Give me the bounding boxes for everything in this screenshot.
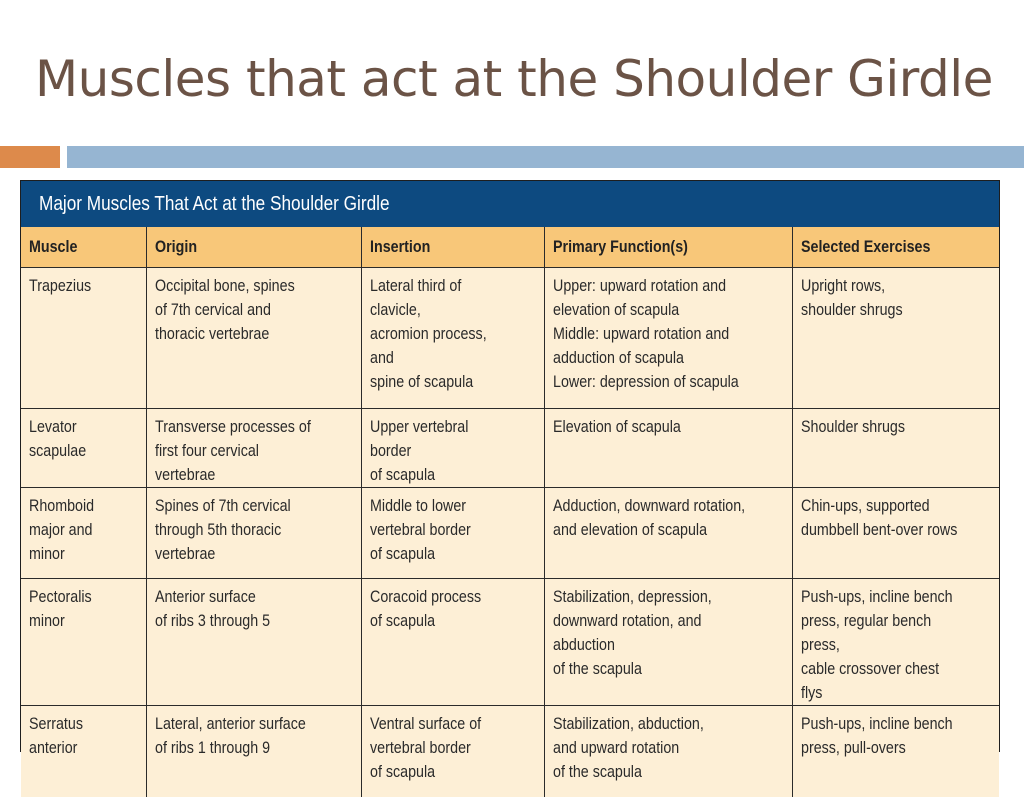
cell-exercises: Push-ups, incline bench press, pull-overs <box>792 705 999 797</box>
accent-bar-blue <box>67 146 1024 168</box>
cell-origin: Transverse processes of first four cervical vertebrae <box>146 408 361 487</box>
accent-bar-orange <box>0 146 60 168</box>
cell-exercises: Upright rows, shoulder shrugs <box>792 267 999 408</box>
table-caption <box>21 181 999 227</box>
table-row <box>21 705 999 797</box>
cell-exercises: Chin-ups, supported dumbbell bent-over rows <box>792 487 999 578</box>
table-header-row <box>21 227 999 267</box>
table-row <box>21 487 999 578</box>
cell-origin: Anterior surface of ribs 3 through 5 <box>146 578 361 705</box>
cell-function: Upper: upward rotation and elevation of scapula Middle: upward rotation and adduction of scapula Lower: depression of scapula <box>544 267 792 408</box>
cell-function: Elevation of scapula <box>544 408 792 487</box>
table-row <box>21 408 999 487</box>
cell-muscle: Rhomboid major and minor <box>21 487 146 578</box>
cell-muscle: Serratus anterior <box>21 705 146 797</box>
cell-exercises: Shoulder shrugs <box>792 408 999 487</box>
muscle-table-grid <box>21 227 999 797</box>
cell-insertion: Coracoid process of scapula <box>361 578 544 705</box>
cell-insertion: Upper vertebral border of scapula <box>361 408 544 487</box>
header-selected-exercises: Selected Exercises <box>792 227 999 267</box>
cell-function: Adduction, downward rotation, and elevation of scapula <box>544 487 792 578</box>
table-caption-text: Major Muscles That Act at the Shoulder Girdle <box>39 193 390 215</box>
cell-origin: Spines of 7th cervical through 5th thoracic vertebrae <box>146 487 361 578</box>
cell-origin: Lateral, anterior surface of ribs 1 through 9 <box>146 705 361 797</box>
cell-insertion: Ventral surface of vertebral border of scapula <box>361 705 544 797</box>
header-primary-function: Primary Function(s) <box>544 227 792 267</box>
table-row <box>21 267 999 408</box>
cell-function: Stabilization, abduction, and upward rotation of the scapula <box>544 705 792 797</box>
cell-exercises: Push-ups, incline bench press, regular bench press, cable crossover chest flys <box>792 578 999 705</box>
cell-insertion: Lateral third of clavicle, acromion process, and spine of scapula <box>361 267 544 408</box>
header-origin: Origin <box>146 227 361 267</box>
muscle-table <box>20 180 1000 781</box>
slide-title: Muscles that act at the Shoulder Girdle <box>35 50 993 108</box>
header-insertion: Insertion <box>361 227 544 267</box>
cell-muscle: Levator scapulae <box>21 408 146 487</box>
header-muscle: Muscle <box>21 227 146 267</box>
cell-function: Stabilization, depression, downward rotation, and abduction of the scapula <box>544 578 792 705</box>
cell-insertion: Middle to lower vertebral border of scapula <box>361 487 544 578</box>
table-row <box>21 578 999 705</box>
cell-muscle: Trapezius <box>21 267 146 408</box>
cell-origin: Occipital bone, spines of 7th cervical and thoracic vertebrae <box>146 267 361 408</box>
cell-muscle: Pectoralis minor <box>21 578 146 705</box>
